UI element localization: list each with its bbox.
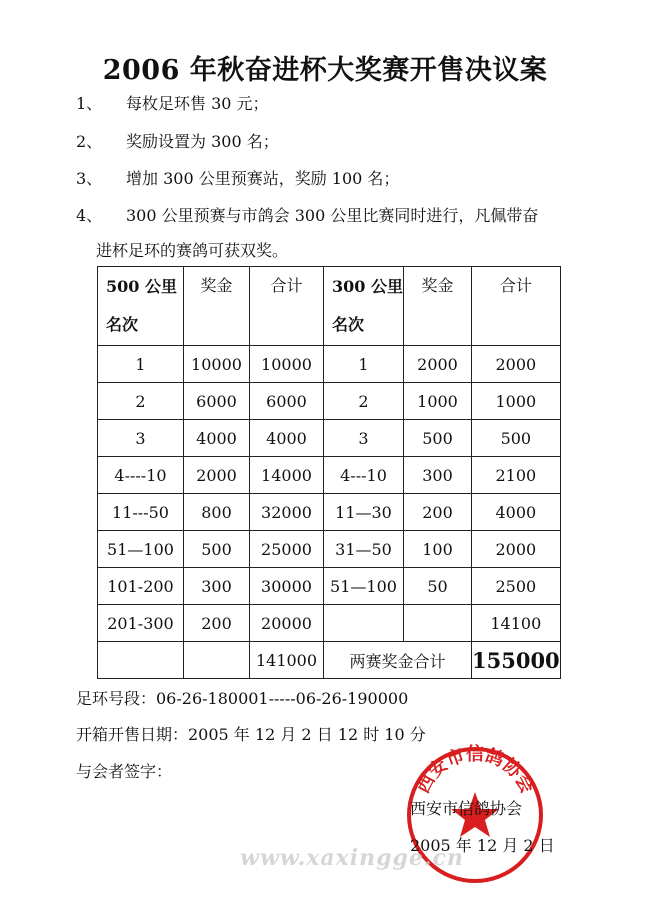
table-cell: 30000 bbox=[250, 568, 324, 605]
item-number: 4、 bbox=[76, 206, 103, 225]
header-300km-total: 合计 bbox=[472, 267, 561, 346]
table-cell: 2000 bbox=[472, 531, 561, 568]
header-500km-prize: 奖金 bbox=[184, 267, 250, 346]
table-cell: 51—100 bbox=[98, 531, 184, 568]
table-cell: 2000 bbox=[404, 346, 472, 383]
table-cell: 2100 bbox=[472, 457, 561, 494]
table-cell: 101-200 bbox=[98, 568, 184, 605]
table-row bbox=[98, 494, 561, 531]
table-cell: 1 bbox=[324, 346, 404, 383]
table-cell: 2 bbox=[324, 383, 404, 420]
table-cell: 10000 bbox=[184, 346, 250, 383]
item-number: 3、 bbox=[76, 169, 103, 188]
table-cell: 10000 bbox=[250, 346, 324, 383]
table-cell: 20000 bbox=[250, 605, 324, 642]
item-text: 奖励设置为 300 名； bbox=[126, 132, 279, 151]
table-cell: 4000 bbox=[184, 420, 250, 457]
table-cell: 14100 bbox=[472, 605, 561, 642]
table-cell: 6000 bbox=[250, 383, 324, 420]
table-header-row bbox=[98, 267, 561, 346]
table-cell: 11—30 bbox=[324, 494, 404, 531]
document-title: 2006 年秋奋进杯大奖赛开售决议案 bbox=[102, 55, 548, 86]
table-cell: 4000 bbox=[472, 494, 561, 531]
table-cell: 201-300 bbox=[98, 605, 184, 642]
table-cell-empty bbox=[98, 642, 184, 679]
table-total-row bbox=[98, 642, 561, 679]
table-cell: 1000 bbox=[404, 383, 472, 420]
table-cell: 100 bbox=[404, 531, 472, 568]
ring-number-range: 足环号段：06-26-180001-----06-26-190000 bbox=[76, 689, 409, 708]
table-cell: 200 bbox=[404, 494, 472, 531]
website-watermark: www.xaxingge.cn bbox=[240, 845, 464, 871]
table-cell: 4----10 bbox=[98, 457, 184, 494]
opening-date: 开箱开售日期：2005 年 12 月 2 日 12 时 10 分 bbox=[76, 725, 426, 744]
table-cell: 300 bbox=[184, 568, 250, 605]
table-cell: 32000 bbox=[250, 494, 324, 531]
table-cell: 25000 bbox=[250, 531, 324, 568]
table-row bbox=[98, 457, 561, 494]
table-row bbox=[98, 383, 561, 420]
table-cell: 50 bbox=[404, 568, 472, 605]
table-cell: 2 bbox=[98, 383, 184, 420]
header-500km-total: 合计 bbox=[250, 267, 324, 346]
table-cell: 3 bbox=[98, 420, 184, 457]
table-cell: 4000 bbox=[250, 420, 324, 457]
table-cell: 2500 bbox=[472, 568, 561, 605]
table-row bbox=[98, 420, 561, 457]
table-cell: 11---50 bbox=[98, 494, 184, 531]
item-number: 1、 bbox=[76, 94, 103, 113]
table-cell: 2000 bbox=[472, 346, 561, 383]
header-500km-rank: 500 公里 名次 bbox=[98, 267, 184, 346]
table-cell bbox=[404, 605, 472, 642]
table-cell: 500 bbox=[184, 531, 250, 568]
header-300km-rank: 300 公里 名次 bbox=[324, 267, 404, 346]
table-row bbox=[98, 346, 561, 383]
item-text: 300 公里预赛与市鸽会 300 公里比赛同时进行，凡佩带奋 bbox=[126, 206, 539, 225]
grand-total-label: 两赛奖金合计 bbox=[324, 642, 472, 679]
table-cell: 14000 bbox=[250, 457, 324, 494]
table-cell: 2000 bbox=[184, 457, 250, 494]
table-cell: 800 bbox=[184, 494, 250, 531]
table-cell: 3 bbox=[324, 420, 404, 457]
item-text: 每枚足环售 30 元； bbox=[126, 94, 269, 113]
table-cell: 4---10 bbox=[324, 457, 404, 494]
prize-table bbox=[97, 266, 561, 679]
table-cell: 1000 bbox=[472, 383, 561, 420]
subtotal-500km: 141000 bbox=[250, 642, 324, 679]
table-cell: 51—100 bbox=[324, 568, 404, 605]
table-row bbox=[98, 605, 561, 642]
grand-total-value: 155000 bbox=[472, 642, 561, 679]
seal-text: 西安市信鸽协会 bbox=[412, 744, 538, 797]
header-300km-prize: 奖金 bbox=[404, 267, 472, 346]
table-cell: 31—50 bbox=[324, 531, 404, 568]
table-cell: 300 bbox=[404, 457, 472, 494]
table-row bbox=[98, 531, 561, 568]
svg-text:西安市信鸽协会 bbox=[412, 743, 538, 797]
table-cell: 500 bbox=[404, 420, 472, 457]
signature-date: 2005 年 12 月 2 日 bbox=[410, 836, 555, 855]
resolution-item-4-continued: 进杯足环的赛鸽可获双奖。 bbox=[96, 241, 289, 260]
table-cell: 500 bbox=[472, 420, 561, 457]
table-cell: 1 bbox=[98, 346, 184, 383]
table-row bbox=[98, 568, 561, 605]
table-cell: 6000 bbox=[184, 383, 250, 420]
item-number: 2、 bbox=[76, 132, 103, 151]
table-cell: 200 bbox=[184, 605, 250, 642]
signature-organization: 西安市信鸽协会 bbox=[410, 799, 523, 818]
table-cell bbox=[324, 605, 404, 642]
item-text: 增加 300 公里预赛站，奖励 100 名； bbox=[126, 169, 400, 188]
table-cell-empty bbox=[184, 642, 250, 679]
attendees-signature-label: 与会者签字： bbox=[76, 762, 173, 781]
